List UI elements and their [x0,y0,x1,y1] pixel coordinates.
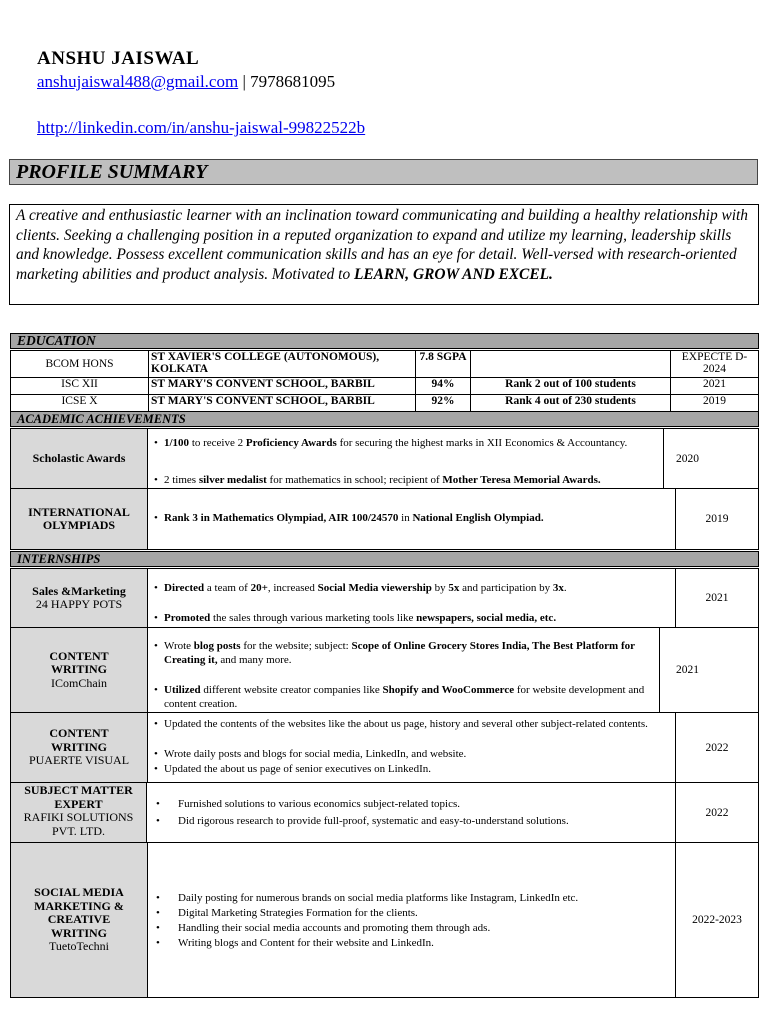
list-item: • Updated the about us page of senior executives on LinkedIn. [154,763,671,777]
education-table [10,350,759,412]
edu-level: ISC XII [11,378,149,395]
internship-puaerte [10,712,759,783]
row-details [148,429,675,488]
profile-summary-heading [9,159,758,185]
education-heading: EDUCATION [10,333,759,349]
text-bold: Shopify and WooCommerce [382,684,515,696]
text-bold: blog posts [193,640,241,652]
list-item: • Did rigorous research to provide full-proof, systematic and easy-to-understand solutions. [154,815,671,829]
list-item: • Handling their social media accounts and promoting them through ads. [154,922,671,936]
phone-number: 7978681095 [250,72,336,91]
edu-school: ST XAVIER'S COLLEGE (AUTONOMOUS), KOLKATA [149,351,416,378]
internship-tuetotechni [10,842,759,998]
text: and participation by [459,582,553,594]
profile-summary-emphasis: LEARN, GROW AND EXCEL. [354,265,553,283]
row-label-org: RAFIKI SOLUTIONS PVT. LTD. [23,810,134,838]
text: for the website; subject: [240,640,352,652]
text: in [398,512,413,524]
contact-separator: | [238,72,251,91]
row-details [148,783,675,842]
row-label [11,713,148,782]
list-item: • Furnished solutions to various economics subject-related topics. [154,798,671,812]
text: different website creator companies like [200,684,383,696]
text-bold: silver medalist [198,474,267,486]
internships-heading: INTERNSHIPS [10,551,759,567]
row-year: 2022 [675,713,758,782]
edu-score: 7.8 SGPA [416,351,471,378]
text: a team of [204,582,251,594]
text-bold: Rank 3 in Mathematics Olympiad, AIR 100/24570 [164,512,399,524]
text: , increased [267,582,318,594]
row-year: 2021 [659,628,758,712]
text: by [431,582,449,594]
achievements-heading: ACADEMIC ACHIEVEMENTS [10,411,759,427]
text-bold: Social Media viewership [317,582,432,594]
text: for website development and content creation. [164,684,645,710]
row-details [148,843,675,997]
row-label-title: SOCIAL MEDIA MARKETING & CREATIVE WRITING [34,885,124,940]
list-item [154,512,671,526]
row-label-title: Sales &Marketing [32,583,126,598]
row-label [11,489,148,549]
table-row [11,395,759,412]
list-item [154,640,671,667]
row-label [11,628,148,712]
text-bold: 1/100 [164,437,190,449]
row-year: 2021 [675,569,758,627]
row-label [11,783,147,842]
list-item: • Daily posting for numerous brands on social media platforms like Instagram, LinkedIn etc. [154,892,671,906]
text: for securing the highest marks in XII Economics & Accountancy. [336,437,628,449]
table-row [11,351,759,378]
list-item: • Writing blogs and Content for their website and LinkedIn. [154,937,671,951]
row-label-title: Scholastic Awards [32,450,126,465]
text-bold: newspapers, social media, etc. [416,612,557,624]
profile-summary-title: PROFILE SUMMARY [16,161,208,183]
edu-year: 2019 [671,395,759,412]
row-label [11,843,148,997]
edu-level: ICSE X [11,395,149,412]
text-bold: Scope of Online Grocery Stores India, The Best Platform for Creating it, [164,640,635,666]
edu-rank: Rank 2 out of 100 students [471,378,671,395]
internship-happy-pots [10,568,759,628]
linkedin-link[interactable]: http://linkedin.com/in/anshu-jaiswal-99822522b [37,118,366,137]
email-link[interactable]: anshujaiswal488@gmail.com [37,72,239,91]
edu-score: 94% [416,378,471,395]
text-bold: Mother Teresa Memorial Awards. [442,474,601,486]
text: the sales through various marketing tools like [210,612,417,624]
text: 2 times [164,474,199,486]
edu-school: ST MARY'S CONVENT SCHOOL, BARBIL [149,395,416,412]
text-bold: Utilized [164,684,201,696]
row-label-org: PUAERTE VISUAL [28,753,130,768]
edu-rank: Rank 4 out of 230 students [471,395,671,412]
row-label-title: CONTENT WRITING [49,648,109,677]
edu-year: EXPECTE D-2024 [671,351,759,378]
row-details [148,489,675,549]
internship-rafiki [10,782,759,843]
row-label-title: SUBJECT MATTER EXPERT [24,783,133,811]
text-bold: 3x [552,582,564,594]
candidate-name: ANSHU JAISWAL [37,48,200,69]
row-year: 2022-2023 [675,843,758,997]
list-item: • Updated the contents of the websites like the about us page, history and several other subject-related contents. [154,718,671,732]
edu-rank [471,351,671,378]
text: for mathematics in school; recipient of [266,474,443,486]
text-bold: Directed [164,582,205,594]
table-row [11,378,759,395]
text-bold: 20+ [250,582,268,594]
list-item [154,437,671,451]
edu-level: BCOM HONS [11,351,149,378]
row-year: 2020 [663,429,758,488]
internship-icomchain [10,627,759,713]
edu-school: ST MARY'S CONVENT SCHOOL, BARBIL [149,378,416,395]
scholastic-awards-row [10,428,759,489]
row-details [148,713,675,782]
row-year: 2019 [675,489,758,549]
edu-score: 92% [416,395,471,412]
row-details [148,569,675,627]
list-item [154,582,671,596]
text-bold: Proficiency Awards [245,437,337,449]
text: to receive 2 [189,437,246,449]
list-item: • Wrote daily posts and blogs for social media, LinkedIn, and website. [154,748,671,762]
row-year: 2022 [675,783,758,842]
edu-year: 2021 [671,378,759,395]
text-bold: 5x [448,582,460,594]
row-label [11,429,148,488]
list-item [154,612,671,626]
row-label-org: 24 HAPPY POTS [35,597,123,611]
row-label-org: IComChain [51,675,107,690]
contact-line [37,72,335,92]
list-item [154,684,671,711]
row-label-title: INTERNATIONAL OLYMPIADS [28,504,130,532]
row-label-title: CONTENT WRITING [49,726,109,754]
row-label [11,569,148,627]
row-label-org: TuetoTechni [48,939,110,954]
profile-summary-body: A creative and enthusiastic learner with an inclination toward communicating and building a healthy relationship with clients. Seeking a challenging position in a reputed organization to expand and utilize my learning, leadership skills and knowledge. Possess excellent communication skills and has an eye for detail. Well-versed with research-oriented marketing abilities and product analysis. Motivated to [16,207,748,283]
row-details [148,628,675,712]
list-item [154,474,671,488]
text-bold: Promoted [164,612,211,624]
olympiads-row [10,488,759,550]
list-item: • Digital Marketing Strategies Formation for the clients. [154,907,671,921]
text: Wrote [164,640,194,652]
profile-summary-text [9,204,759,305]
text: . [563,582,567,594]
text-bold: National English Olympiad. [412,512,544,524]
text: and many more. [217,653,292,666]
